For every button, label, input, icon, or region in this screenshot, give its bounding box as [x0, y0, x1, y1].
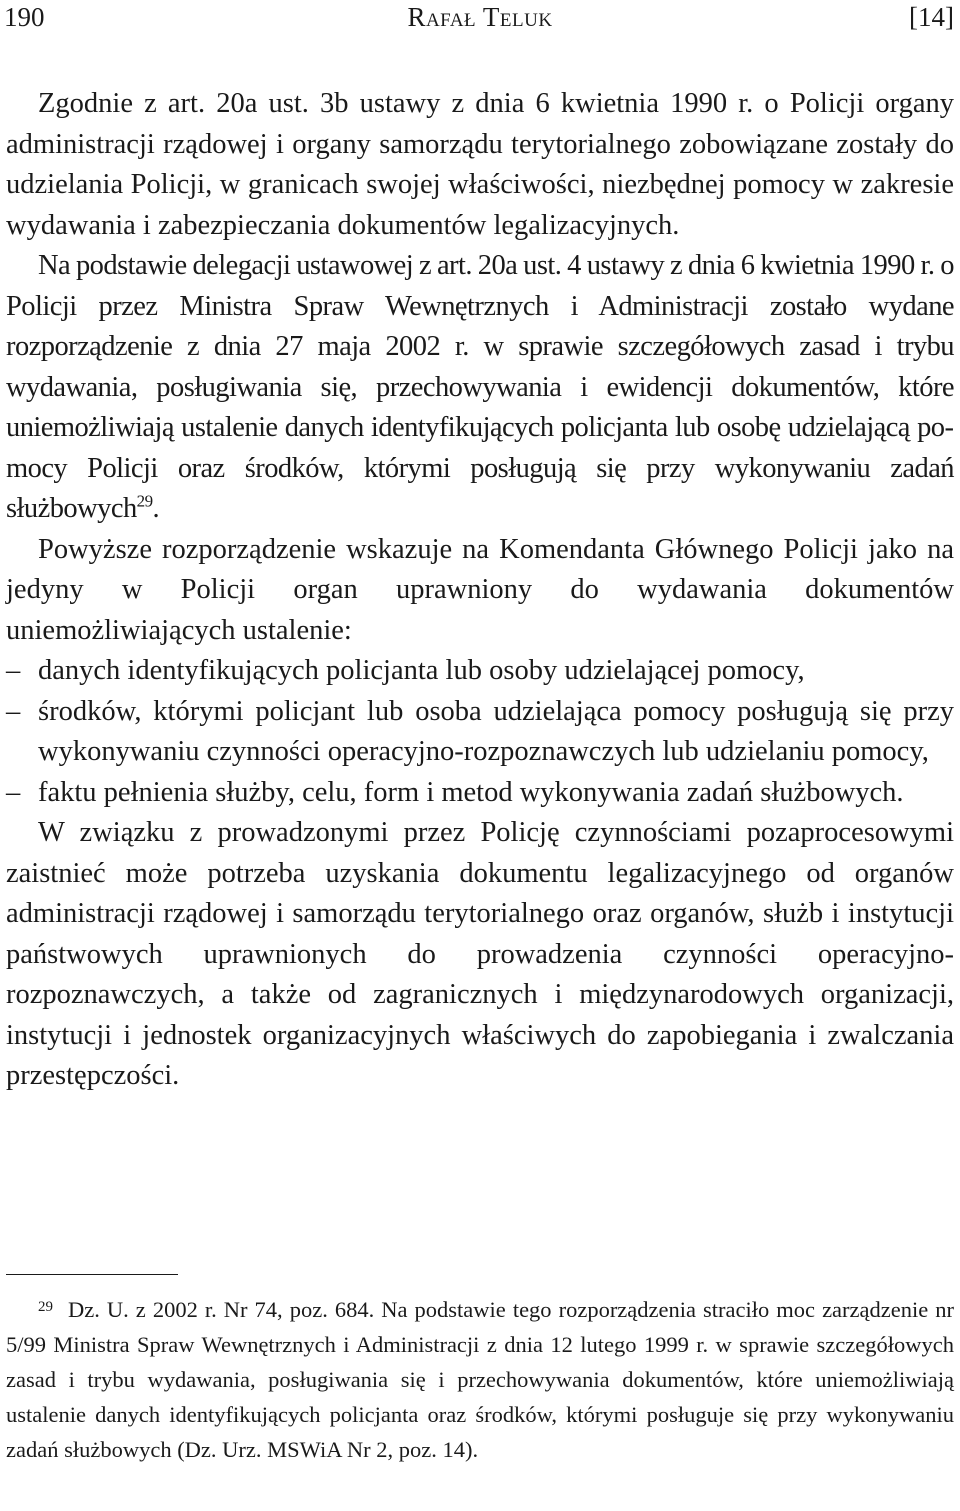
paragraph-2-end: . [152, 493, 160, 524]
chapter-number: [14] [909, 2, 954, 32]
dash-bullet: – [6, 776, 21, 808]
list-item-text: środków, którymi policjant lub osoba udzielająca pomocy posługują się przy wykonywaniu czynności operacyjno-rozpoznawczych lub udzielaniu pomocy, [38, 695, 954, 767]
running-header [0, 0, 960, 40]
paragraph-4: W związku z prowadzonymi przez Policję czynnościami pozaprocesowymi zaistnieć może potrzeba uzyskania dokumentu legalizacyjnego od organów administracji rządowej i samorządu terytorialnego oraz organów, służb i instytucji państwowych uprawnionych do prowadzenia czynności operacyjno-rozpoznawczych, a także od zagranicznych i międzynarodowych organizacji, instytucji i jednostek organizacyjnych właściwych do zapobiegania i zwalczania przestępczości. [6, 817, 954, 1091]
list-item [6, 773, 954, 814]
list-item-text: faktu pełnienia służby, celu, form i metod wykonywania zadań służbowych. [38, 776, 904, 808]
footnote-text: Dz. U. z 2002 r. Nr 74, poz. 684. Na podstawie tego rozporządzenia straciło moc zarządzenie nr 5/99 Ministra Spraw Wewnętrznych i Administracji z dnia 12 lutego 1999 r. w sprawie szczegółowych zasad i trybu wydawania, posługiwania się i przechowywania dokumentów, które uniemożliwiają ustalenie danych identyfikujących policjanta oraz środków, którymi posługuje się przy wykonywaniu zadań służbowych (Dz. Urz. MSWiA Nr 2, poz. 14). [6, 1297, 954, 1462]
paragraph-2-text: Na podstawie delegacji ustawowej z art. 20a ust. 4 ustawy z dnia 6 kwietnia 1990 r. o Policji przez Ministra Spraw Wewnętrznych i Administracji zostało wydane rozporządzenie z dnia 27 maja 2002 r. w sprawie szczegółowych zasad i trybu wydawania, posługiwania się, przechowywania i ewidencji dokumentów, które uniemożliwiają ustalenie danych identyfikujących policjanta lub osobę udzielającą pomocy Policji oraz środków, którymi posługują się przy wykonywaniu zadań służbowych [6, 250, 954, 524]
dash-bullet: – [6, 655, 21, 686]
footnote: 29 Dz. U. z 2002 r. Nr 74, poz. 684. Na podstawie tego rozporządzenia straciło moc zarządzenie nr 5/99 Ministra Spraw Wewnętrznych i Administracji z dnia 12 lutego 1999 r. w sprawie szczegółowych zasad i trybu wydawania, posługiwania się i przechowywania dokumentów, które uniemożliwiają ustalenie danych identyfikujących policjanta oraz środków, którymi posługuje się przy wykonywaniu zadań służbowych (Dz. Urz. MSWiA Nr 2, poz. 14). [6, 1297, 954, 1462]
page-number: 190 [4, 2, 45, 32]
list-item [6, 692, 954, 773]
body-text [6, 84, 954, 1097]
paragraph-2 [6, 246, 954, 530]
running-header-author: Rafał Teluk [407, 2, 553, 32]
footnote-separator [6, 1274, 178, 1275]
dash-bullet: – [6, 695, 21, 727]
footnote-reference[interactable]: 29 [136, 491, 153, 511]
list-item-text: danych identyfikujących policjanta lub osoby udzielającej pomocy, [38, 655, 805, 686]
footnotes [6, 1292, 954, 1467]
paragraph-3: Powyższe rozporządzenie wskazuje na Komendanta Głównego Policji jako na jedyny w Policji organ uprawniony do wydawania dokumentów uniemożliwiających ustalenie: [6, 533, 954, 646]
list-item [6, 651, 954, 692]
dash-list [6, 651, 954, 813]
paragraph-1: Zgodnie z art. 20a ust. 3b ustawy z dnia 6 kwietnia 1990 r. o Policji organy administracji rządowej i organy samorządu terytorialnego zobowiązane zostały do udzielania Policji, w granicach swojej właściwości, niezbędnej pomocy w zakresie wydawania i zabezpieczania dokumentów legalizacyjnych. [6, 88, 954, 241]
